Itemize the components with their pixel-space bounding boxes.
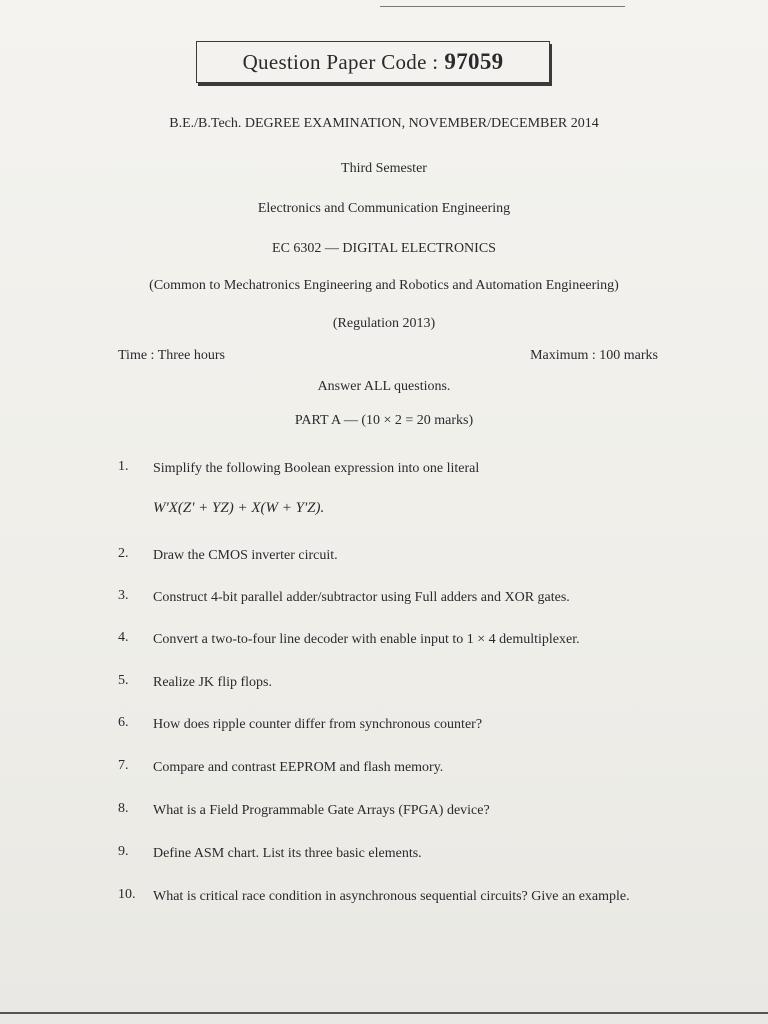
instructions: Answer ALL questions. bbox=[317, 379, 451, 394]
question-number: 3. bbox=[118, 588, 129, 603]
top-edge-rule bbox=[380, 0, 625, 7]
question-text: How does ripple counter differ from synchronous counter? bbox=[153, 717, 483, 732]
question-2 bbox=[118, 546, 663, 565]
question-10 bbox=[118, 887, 663, 906]
question-number: 9. bbox=[118, 844, 129, 859]
question-text: What is a Field Programmable Gate Arrays (FPGA) device? bbox=[153, 803, 490, 818]
question-number: 2. bbox=[118, 546, 129, 561]
question-5 bbox=[118, 673, 663, 692]
question-number: 6. bbox=[118, 715, 129, 730]
question-text: Draw the CMOS inverter circuit. bbox=[153, 548, 338, 563]
question-text: What is critical race condition in asynchronous sequential circuits? Give an example. bbox=[153, 889, 630, 904]
question-number: 7. bbox=[118, 758, 129, 773]
question-number: 5. bbox=[118, 673, 129, 688]
question-text: Construct 4-bit parallel adder/subtractor using Full adders and XOR gates. bbox=[153, 590, 570, 605]
question-4 bbox=[118, 630, 663, 649]
question-text: Compare and contrast EEPROM and flash memory. bbox=[153, 760, 444, 775]
common-to: (Common to Mechatronics Engineering and Robotics and Automation Engineering) bbox=[149, 278, 619, 293]
boolean-formula: W'X(Z' + YZ) + X(W + Y'Z). bbox=[153, 500, 325, 516]
time-marks-row bbox=[118, 348, 658, 364]
question-1 bbox=[118, 459, 663, 478]
question-number: 8. bbox=[118, 801, 129, 816]
question-8 bbox=[118, 801, 663, 820]
question-text: Simplify the following Boolean expression into one literal bbox=[153, 461, 480, 476]
bottom-edge-rule bbox=[0, 1012, 768, 1014]
question-6 bbox=[118, 715, 663, 734]
question-text: Realize JK flip flops. bbox=[153, 675, 272, 690]
question-paper-code-box bbox=[196, 41, 550, 83]
time-label: Time : Three hours bbox=[118, 348, 225, 363]
course-title: EC 6302 — DIGITAL ELECTRONICS bbox=[272, 241, 496, 256]
code-number: 97059 bbox=[444, 49, 504, 74]
regulation: (Regulation 2013) bbox=[332, 316, 436, 331]
question-3 bbox=[118, 588, 663, 607]
max-marks-label: Maximum : 100 marks bbox=[530, 348, 658, 363]
question-9 bbox=[118, 844, 663, 863]
part-heading: PART A — (10 × 2 = 20 marks) bbox=[294, 413, 474, 428]
semester: Third Semester bbox=[341, 161, 427, 176]
department: Electronics and Communication Engineering bbox=[257, 201, 511, 216]
question-number: 1. bbox=[118, 459, 129, 474]
question-7 bbox=[118, 758, 663, 777]
question-text: Define ASM chart. List its three basic elements. bbox=[153, 846, 422, 861]
code-label: Question Paper Code : bbox=[242, 49, 439, 74]
question-number: 10. bbox=[118, 887, 136, 902]
exam-title: B.E./B.Tech. DEGREE EXAMINATION, NOVEMBER/DECEMBER 2014 bbox=[169, 116, 599, 131]
question-number: 4. bbox=[118, 630, 129, 645]
question-text: Convert a two-to-four line decoder with enable input to 1 × 4 demultiplexer. bbox=[153, 632, 580, 647]
